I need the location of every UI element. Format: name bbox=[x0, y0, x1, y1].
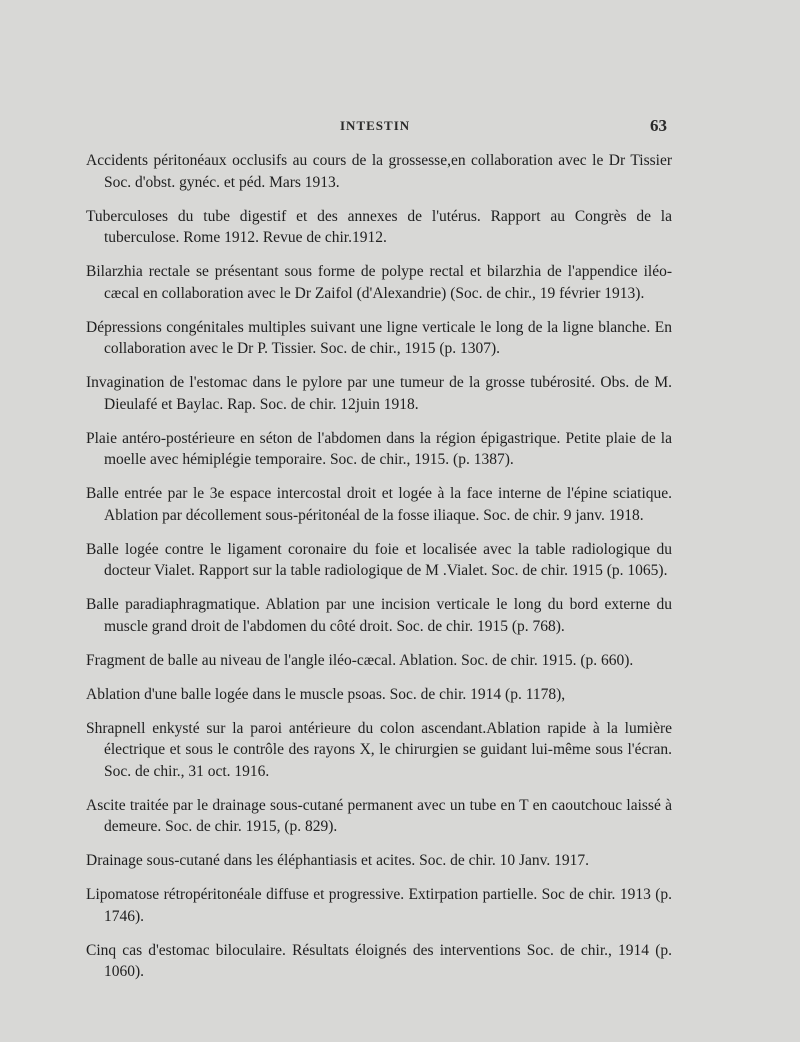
bibliography-entry: Balle entrée par le 3e espace intercostal droit et logée à la face interne de l'épine sciatique. Ablation par décollement sous-péritonéal de la fosse iliaque. Soc. de chir. 9 janv. 1918. bbox=[86, 485, 672, 524]
running-header bbox=[0, 118, 800, 138]
bibliography-entry: Drainage sous-cutané dans les éléphantiasis et acites. Soc. de chir. 10 Janv. 1917. bbox=[86, 852, 590, 869]
bibliography-entry: Fragment de balle au niveau de l'angle iléo-cæcal. Ablation. Soc. de chir. 1915. (p. 660). bbox=[86, 651, 634, 669]
bibliography-entry: Plaie antéro-postérieure en séton de l'abdomen dans la région épigastrique. Petite plaie de la moelle avec hémiplégie temporaire. Soc. de chir., 1915. (p. 1387). bbox=[86, 429, 672, 468]
bibliography-entry: Shrapnell enkysté sur la paroi antérieure du colon ascendant.Ablation rapide à la lumière électrique et sous le contrôle des rayons X, le chirurgien se guidant lui-même sous l'écran. Soc. de chir., 31 oct. 1916. bbox=[86, 719, 672, 780]
bibliography-entry: Balle logée contre le ligament coronaire du foie et localisée avec la table radiologique du docteur Vialet. Rapport sur la table radiologique de M .Vialet. Soc. de chir. 1915 (p. 1065). bbox=[86, 540, 672, 579]
bibliography-entry: Balle paradiaphragmatique. Ablation par une incision verticale le long du bord externe du muscle grand droit de l'abdomen du côté droit. Soc. de chir. 1915 (p. 768). bbox=[86, 596, 672, 635]
bibliography-entry: Ablation d'une balle logée dans le muscle psoas. Soc. de chir. 1914 (p. 1178), bbox=[86, 685, 566, 703]
bibliography-entry: Bilarzhia rectale se présentant sous forme de polype rectal et bilarzhia de l'appendice iléo-cæcal en collaboration avec le Dr Zaifol (d'Alexandrie) (Soc. de chir., 19 février 1913). bbox=[86, 263, 672, 302]
bibliography-entry: Accidents péritonéaux occlusifs au cours de la grossesse,en collaboration avec le Dr Tissier Soc. d'obst. gynéc. et péd. Mars 1913. bbox=[86, 152, 672, 191]
bibliography-entry: Invagination de l'estomac dans le pylore par une tumeur de la grosse tubérosité. Obs. de M. Dieulafé et Baylac. Rap. Soc. de chir. 12juin 1918. bbox=[86, 374, 672, 413]
page-number: 63 bbox=[650, 116, 667, 135]
bibliography-entry: Tuberculoses du tube digestif et des annexes de l'utérus. Rapport au Congrès de la tuberculose. Rome 1912. Revue de chir.1912. bbox=[86, 207, 672, 246]
running-title: INTESTIN bbox=[340, 118, 411, 133]
bibliography-entry: Cinq cas d'estomac biloculaire. Résultats éloignés des interventions Soc. de chir., 1914 (p. 1060). bbox=[86, 941, 672, 980]
bibliography-entry: Dépressions congénitales multiples suivant une ligne verticale le long de la ligne blanche. En collaboration avec le Dr P. Tissier. Soc. de chir., 1915 (p. 1307). bbox=[86, 318, 672, 357]
bibliography-entry: Ascite traitée par le drainage sous-cutané permanent avec un tube en T en caoutchouc laissé à demeure. Soc. de chir. 1915, (p. 829). bbox=[86, 796, 672, 835]
bibliography-list bbox=[86, 150, 672, 983]
bibliography-entry: Lipomatose rétropéritonéale diffuse et progressive. Extirpation partielle. Soc de chir. 1913 (p. 1746). bbox=[86, 886, 672, 925]
